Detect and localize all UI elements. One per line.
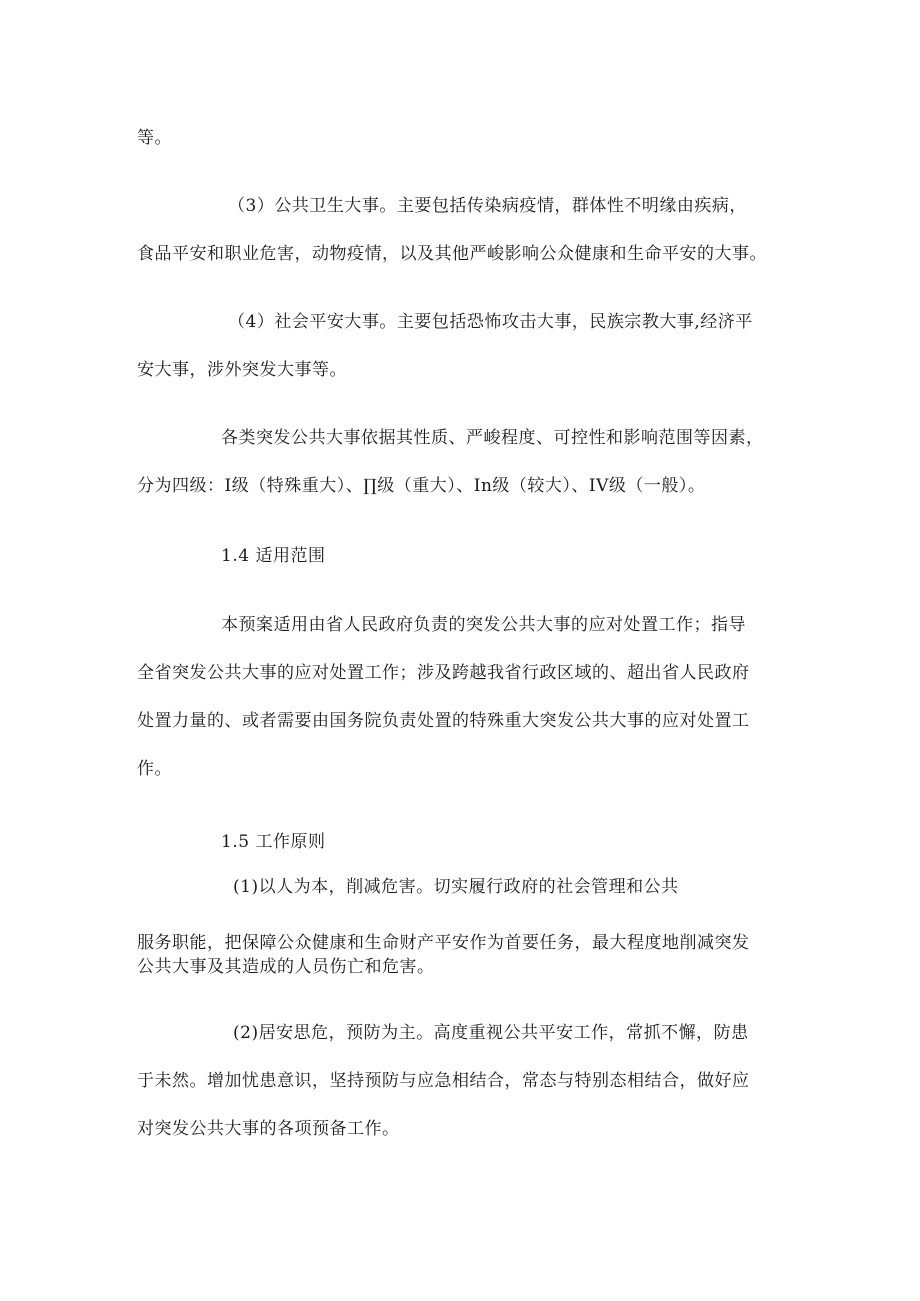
paragraph-line: （3）公共卫生大事。主要包括传染病疫情，群体性不明缘由疾病， bbox=[228, 196, 747, 216]
paragraph-line: 食品平安和职业危害，动物疫情，以及其他严峻影响公众健康和生命平安的大事。 bbox=[137, 244, 767, 264]
paragraph-line: 于未然。增加忧患意识，坚持预防与应急相结合，常态与特别态相结合，做好应 bbox=[137, 1071, 750, 1091]
paragraph-line: 本预案适用由省人民政府负责的突发公共大事的应对处置工作；指导 bbox=[221, 615, 746, 635]
paragraph-line: 安大事，涉外突发大事等。 bbox=[137, 360, 347, 380]
paragraph-line: 服务职能，把保障公众健康和生命财产平安作为首要任务，最大程度地削减突发 bbox=[137, 933, 750, 953]
section-heading: 1.5 工作原则 bbox=[221, 832, 326, 852]
paragraph-line: 分为四级：I级（特殊重大）、∏级（重大）、In级（较大）、IV级（一般）。 bbox=[137, 476, 706, 496]
paragraph-line: 全省突发公共大事的应对处置工作；涉及跨越我省行政区域的、超出省人民政府 bbox=[137, 663, 750, 683]
paragraph-line: 处置力量的、或者需要由国务院负责处置的特殊重大突发公共大事的应对处置工 bbox=[137, 711, 750, 731]
paragraph-line: 公共大事及其造成的人员伤亡和危害。 bbox=[137, 957, 435, 977]
paragraph-line: 各类突发公共大事依据其性质、严峻程度、可控性和影响范围等因素， bbox=[221, 428, 764, 448]
paragraph-line: （4）社会平安大事。主要包括恐怖攻击大事，民族宗教大事,经济平 bbox=[228, 312, 753, 332]
section-heading: 1.4 适用范围 bbox=[221, 546, 326, 566]
paragraph-line: (1)以人为本，削减危害。切实履行政府的社会管理和公共 bbox=[233, 877, 679, 897]
paragraph-line: 对突发公共大事的各项预备工作。 bbox=[137, 1119, 400, 1139]
paragraph-line: 等。 bbox=[137, 128, 172, 148]
paragraph-line: 作。 bbox=[137, 759, 172, 779]
paragraph-line: (2)居安思危，预防为主。高度重视公共平安工作，常抓不懈，防患 bbox=[233, 1023, 749, 1043]
